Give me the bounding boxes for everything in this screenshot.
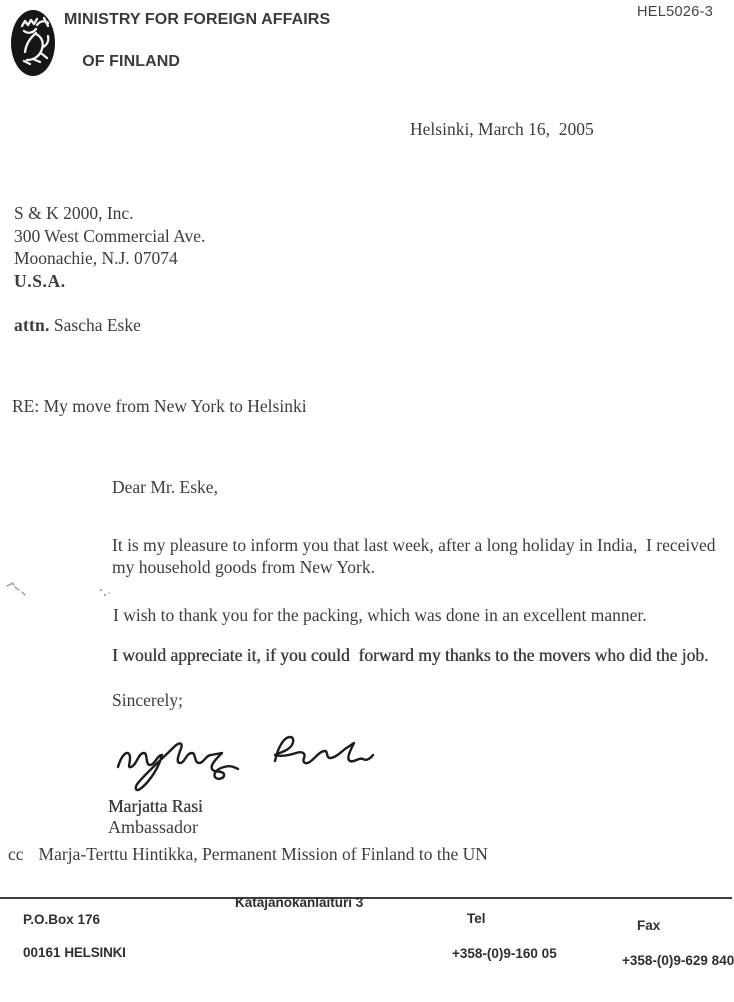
footer-fax-label: Fax — [637, 917, 661, 933]
recipient-street: 300 West Commercial Ave. — [14, 225, 206, 246]
scan-speck-mark — [98, 586, 112, 600]
recipient-company: S & K 2000, Inc. — [14, 203, 134, 223]
recipient-address — [14, 202, 205, 292]
footer-pobox: P.O.Box 176 — [23, 911, 101, 927]
organization-name — [64, 9, 330, 93]
footer-postal-code: 00161 — [23, 944, 65, 960]
subject-line: RE: My move from New York to Helsinki — [12, 396, 307, 416]
attn-label: attn. — [14, 315, 50, 335]
closing: Sincerely; — [112, 690, 183, 710]
dateline: Helsinki, March 16, 2005 — [410, 119, 594, 139]
cc-label: cc — [8, 844, 24, 864]
signer-name: Marjatta Rasi — [108, 796, 203, 816]
cc-line — [8, 844, 488, 865]
attention-line — [14, 315, 141, 336]
footer-pobox-block — [8, 895, 126, 978]
finland-lion-crest-icon — [9, 8, 57, 78]
recipient-country: U.S.A. — [14, 270, 66, 291]
footer-street-address: Katajanokanlaituri 3 — [235, 895, 364, 910]
body-paragraph-2: I wish to thank you for the packing, which was done in an excellent manner. — [113, 604, 647, 625]
cc-recipient: Marja-Terttu Hintikka, Permanent Mission of Finland to the UN — [38, 844, 488, 864]
recipient-city: Moonachie, N.J. 07074 — [14, 248, 178, 268]
footer-fax-block — [622, 901, 734, 1002]
document-reference-number: HEL5026-3 — [637, 4, 714, 20]
scan-smudge-mark — [4, 580, 38, 600]
handwritten-signature — [112, 725, 386, 797]
signer-title: Ambassador — [108, 817, 198, 837]
footer-fax-number: +358-(0)9-629 840 — [622, 952, 734, 968]
org-line2: OF FINLAND — [82, 53, 181, 70]
footer-city: HELSINKI — [64, 944, 126, 960]
footer-tel-label: Tel — [467, 910, 486, 926]
attn-name: Sascha Eske — [49, 315, 141, 335]
body-paragraph-3: I would appreciate it, if you could forward my thanks to the movers who did the job. — [112, 644, 709, 665]
footer-telephone-block — [452, 894, 557, 995]
salutation: Dear Mr. Eske, — [112, 477, 218, 497]
footer-tel-number: +358-(0)9-160 05 — [452, 945, 557, 961]
body-paragraph-1: It is my pleasure to inform you that last week, after a long holiday in India, I received my household goods from New York. — [112, 534, 720, 577]
org-line1: MINISTRY FOR FOREIGN AFFAIRS — [64, 11, 331, 28]
